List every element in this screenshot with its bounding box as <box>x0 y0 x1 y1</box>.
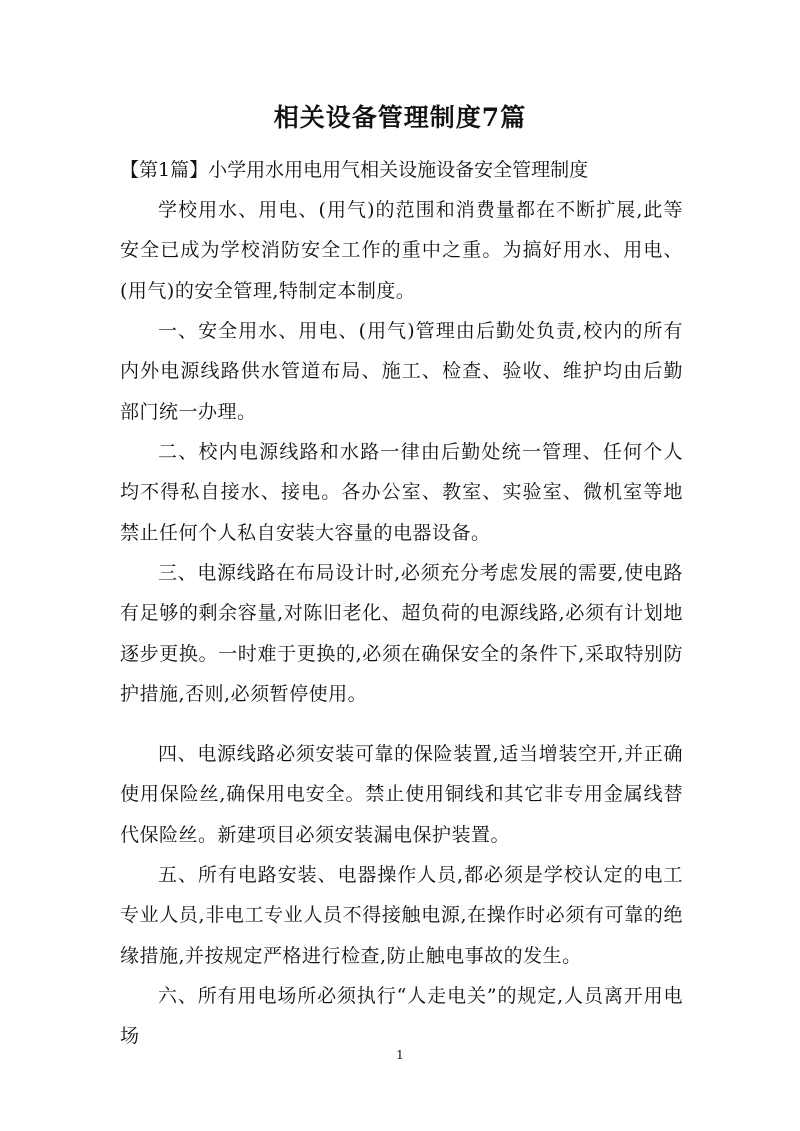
paragraph-item-5: 五、所有电路安装、电器操作人员,都必须是学校认定的电工专业人员,非电工专业人员不得接触电源,在操作时必须有可靠的绝缘措施,并按规定严格进行检查,防止触电事故的发生。 <box>120 864 683 967</box>
paragraph-item-2: 二、校内电源线路和水路一律由后勤处统一管理、任何个人均不得私自接水、接电。各办公室、教室、实验室、微机室等地禁止任何个人私自安装大容量的电器设备。 <box>120 441 683 544</box>
paragraph-item-4: 四、电源线路必须安装可靠的保险装置,适当增装空开,并正确使用保险丝,确保用电安全。禁止使用铜线和其它非专用金属线替代保险丝。新建项目必须安装漏电保护装置。 <box>120 743 683 846</box>
paragraph-item-6: 六、所有用电场所必须执行“人走电关”的规定,人员离开用电场 <box>120 985 683 1048</box>
paragraph-item-1: 一、安全用水、用电、(用气)管理由后勤处负责,校内的所有内外电源线路供水管道布局、施工、检查、验收、维护均由后勤部门统一办理。 <box>120 320 683 423</box>
paragraph-item-3: 三、电源线路在布局设计时,必须充分考虑发展的需要,使电路有足够的剩余容量,对陈旧老化、超负荷的电源线路,必须有计划地逐步更换。一时难于更换的,必须在确保安全的条件下,采取特别防护措施,否则,必须暂停使用。 <box>120 562 683 705</box>
paragraph-intro: 学校用水、用电、(用气)的范围和消费量都在不断扩展,此等安全已成为学校消防安全工作的重中之重。为搞好用水、用电、(用气)的安全管理,特制定本制度。 <box>120 199 683 302</box>
section-heading: 【第1篇】小学用水用电用气相关设施设备安全管理制度 <box>120 159 589 181</box>
document-title: 相关设备管理制度7篇 <box>273 103 527 132</box>
page-number: 1 <box>396 1048 404 1062</box>
